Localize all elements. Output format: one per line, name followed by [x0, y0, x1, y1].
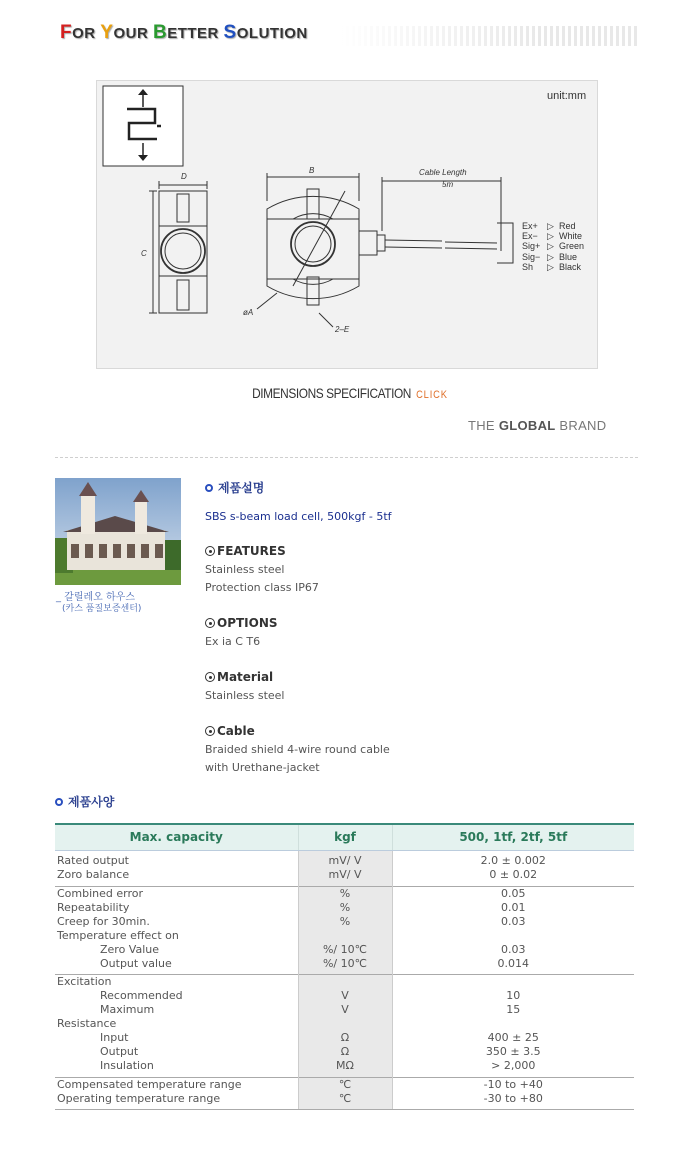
circle-bullet-icon [205, 484, 213, 492]
row-value [392, 975, 634, 990]
table-row [55, 1017, 634, 1031]
click-button[interactable]: CLICK [416, 389, 448, 401]
cable-heading [205, 724, 255, 738]
row-label: Recommended [100, 989, 183, 1002]
row-label: Input [100, 1031, 129, 1044]
row-unit: V [298, 989, 392, 1003]
row-label: Resistance [57, 1017, 117, 1030]
dimensions-spec-label: DIMENSIONS SPECIFICATION [252, 385, 411, 401]
row-unit: % [298, 886, 392, 901]
row-label: Excitation [55, 975, 298, 990]
wire-arrow-icon: ▷ [547, 221, 554, 231]
dim-c-label: C [141, 249, 147, 258]
banner-slogan [60, 22, 308, 44]
row-value [392, 929, 634, 943]
feature-item: Protection class IP67 [205, 581, 319, 594]
wire-color: Blue [559, 252, 578, 262]
header-capacity: Max. capacity [55, 824, 298, 850]
dimension-drawing-panel [96, 80, 598, 369]
table-header-row [55, 824, 634, 850]
row-unit [298, 929, 392, 943]
table-row [55, 1045, 634, 1059]
dim-b-label: B [309, 166, 315, 175]
header-values: 500, 1tf, 2tf, 5tf [392, 824, 634, 850]
description-title-text: 제품설명 [218, 481, 265, 495]
row-value: > 2,000 [491, 1059, 536, 1072]
row-unit: % [298, 915, 392, 929]
row-value: -30 to +80 [483, 1091, 543, 1105]
row-value: 0.03 [501, 914, 526, 928]
table-row [55, 915, 634, 929]
target-bullet-icon [205, 618, 215, 628]
wire-signal: Sig− [522, 252, 541, 262]
spec-title [55, 793, 114, 810]
row-unit: %/ 10℃ [298, 957, 392, 971]
table-row [55, 1092, 634, 1106]
row-unit: V [298, 1003, 392, 1017]
row-label: Temperature effect on [57, 928, 179, 942]
row-label: Operating temperature range [57, 1091, 221, 1105]
row-unit: ℃ [298, 1092, 392, 1106]
row-value [392, 1017, 634, 1031]
banner-word-3: BETTER [152, 22, 224, 43]
table-row [55, 854, 634, 868]
options-list [205, 633, 260, 651]
banner-word-4: SOLUTION [223, 22, 308, 43]
header-unit: kgf [298, 824, 392, 850]
row-unit: Ω [298, 1045, 392, 1059]
wire-arrow-icon: ▷ [547, 252, 554, 262]
feature-item: Stainless steel [205, 563, 285, 576]
row-value: 0.01 [501, 900, 526, 914]
dim-a-label: øA [243, 308, 254, 317]
features-heading [205, 544, 286, 558]
row-label: Creep for 30min. [57, 914, 150, 928]
material-heading [205, 670, 273, 684]
row-label: Combined error [55, 886, 298, 901]
brand-brand: BRAND [555, 418, 607, 433]
row-label: Compensated temperature range [55, 1077, 298, 1092]
global-brand-logo [468, 418, 606, 433]
features-list [205, 561, 319, 597]
material-item: Stainless steel [205, 689, 285, 702]
row-value: 0.014 [497, 956, 529, 970]
table-row [55, 868, 634, 882]
row-label: Repeatability [57, 900, 130, 914]
circle-bullet-icon [55, 798, 63, 806]
banner-word-1: FOR [60, 22, 101, 43]
row-unit: Ω [298, 1031, 392, 1045]
option-item: Ex ia C T6 [205, 635, 261, 648]
table-row [55, 1059, 634, 1073]
row-label: Maximum [100, 1003, 155, 1016]
brand-global: GLOBAL [498, 418, 556, 433]
table-row [55, 975, 634, 990]
photo-caption-line1: _ 갈릴레오 하우스 [56, 592, 135, 603]
spec-title-text: 제품사양 [68, 795, 115, 809]
cable-item: Braided shield 4-wire round cable [205, 743, 390, 756]
dimension-drawing [97, 81, 599, 370]
wire-arrow-icon: ▷ [547, 262, 554, 272]
table-row [55, 943, 634, 957]
row-label: Insulation [100, 1059, 154, 1072]
wire-signal: Sh [522, 262, 534, 272]
wire-signal: Ex− [522, 231, 538, 241]
cable-title: Cable [217, 724, 255, 738]
table-row [55, 886, 634, 901]
wire-signal: Sig+ [522, 241, 541, 251]
photo-caption-line2: (카스 품질보증센터) [62, 604, 142, 614]
table-row [55, 957, 634, 971]
target-bullet-icon [205, 546, 215, 556]
cable-list [205, 741, 390, 777]
table-row [55, 929, 634, 943]
row-value: -10 to +40 [392, 1077, 634, 1092]
wire-color: White [559, 231, 583, 241]
wire-signal: Ex+ [522, 221, 538, 231]
section-divider [55, 457, 638, 458]
material-list [205, 687, 284, 705]
table-row [55, 989, 634, 1003]
wire-arrow-icon: ▷ [547, 241, 554, 251]
target-bullet-icon [205, 726, 215, 736]
brand-the: THE [468, 418, 499, 433]
options-heading [205, 616, 278, 630]
row-value: 15 [506, 1003, 521, 1016]
row-label: Zero Value [100, 942, 160, 956]
table-row [55, 1003, 634, 1017]
material-title: Material [217, 670, 274, 684]
wire-color: Green [559, 241, 585, 251]
row-unit: %/ 10℃ [298, 943, 392, 957]
row-value: 2.0 ± 0.002 [480, 854, 546, 867]
row-unit [298, 975, 392, 990]
wire-color: Black [559, 262, 582, 272]
features-title: FEATURES [217, 544, 286, 558]
row-label: Zoro balance [57, 868, 130, 881]
dim-e-label: 2–E [335, 325, 350, 334]
wire-color: Red [559, 221, 576, 231]
row-unit: ℃ [298, 1077, 392, 1092]
cable-length-value: 5m [442, 180, 454, 189]
row-value: 400 ± 25 [487, 1031, 539, 1044]
dimensions-spec-link[interactable] [53, 385, 648, 401]
row-unit: MΩ [298, 1059, 392, 1073]
row-value: 0.03 [501, 942, 526, 956]
row-value: 350 ± 3.5 [485, 1045, 541, 1058]
row-value: 10 [506, 989, 521, 1002]
cable-length-label: Cable Length [419, 168, 467, 177]
description-title [205, 479, 264, 496]
options-title: OPTIONS [217, 616, 278, 630]
row-label: Rated output [57, 854, 129, 867]
wire-legend [522, 221, 584, 272]
row-label: Output value [100, 956, 172, 970]
row-value: 0.05 [392, 886, 634, 901]
dim-d-label: D [181, 172, 187, 181]
spec-table [55, 823, 634, 1110]
row-unit: % [298, 901, 392, 915]
target-bullet-icon [205, 672, 215, 682]
row-unit: mV/ V [298, 868, 392, 882]
table-row [55, 901, 634, 915]
front-view [257, 173, 513, 327]
banner-stripes-fade [340, 26, 540, 46]
row-label: Output [100, 1045, 139, 1058]
row-unit [298, 1017, 392, 1031]
unit-label: unit:mm [547, 90, 587, 102]
table-row [55, 1077, 634, 1092]
product-summary: SBS s-beam load cell, 500kgf - 5tf [205, 510, 392, 523]
row-unit: mV/ V [298, 854, 392, 868]
table-row [55, 1031, 634, 1045]
wire-arrow-icon: ▷ [547, 231, 554, 241]
building-photo [55, 478, 181, 585]
side-view [149, 181, 207, 313]
banner-word-2: YOUR [100, 22, 153, 43]
cable-item: with Urethane-jacket [205, 761, 320, 774]
row-value: 0 ± 0.02 [489, 868, 538, 881]
table-gap [55, 1106, 634, 1110]
